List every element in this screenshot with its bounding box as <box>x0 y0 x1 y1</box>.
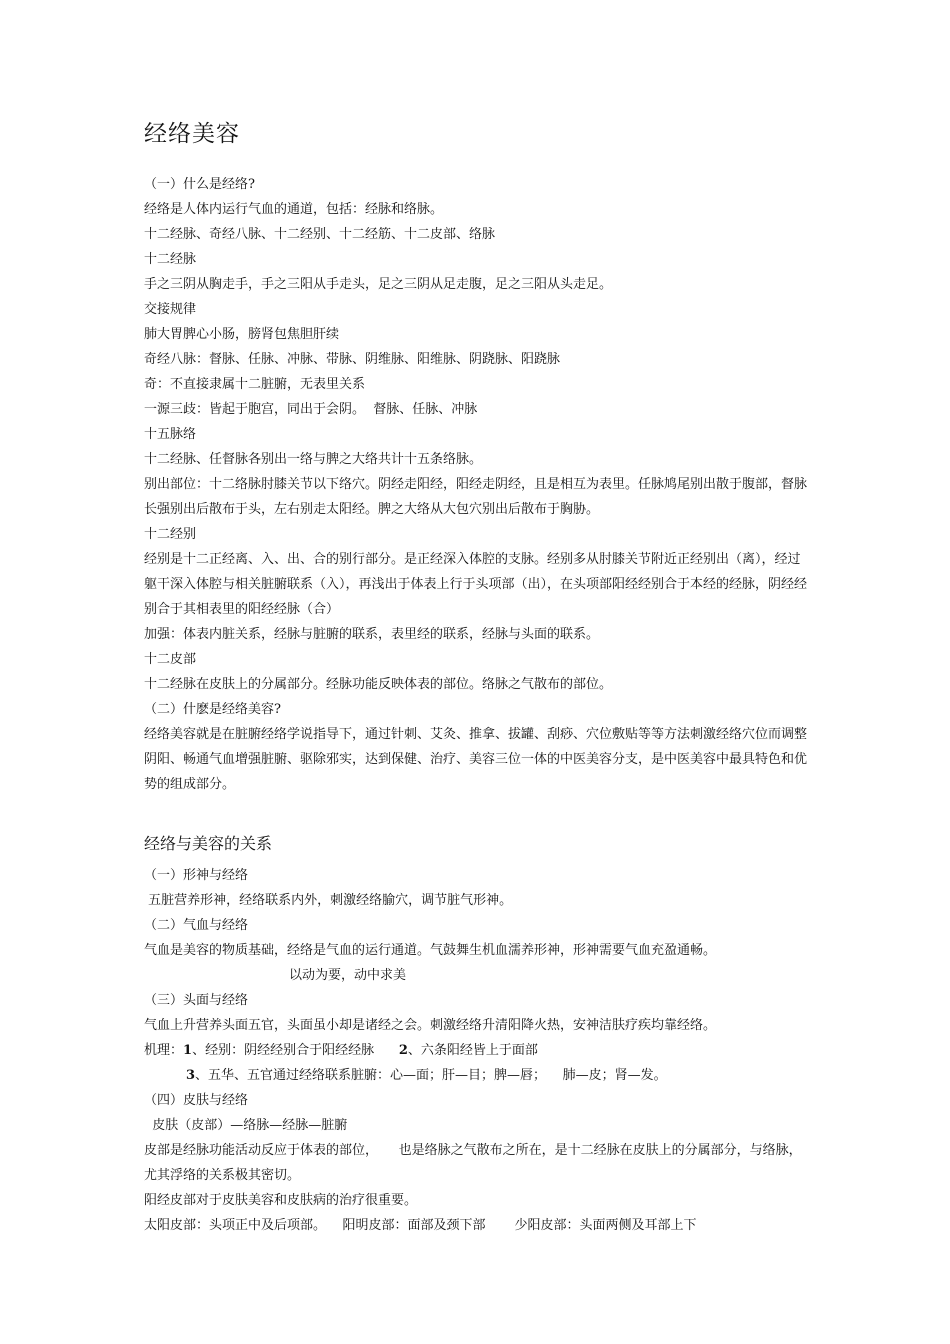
text-line: （一）什么是经络? <box>144 177 255 192</box>
number-span: 3 <box>186 1068 196 1083</box>
text-paragraph: 别出部位：十二络脉肘膝关节以下络穴。阴经走阳经，阳经走阴经，且是相互为表里。任脉鸠尾别出散于腹部，督脉长强别出后散布于头，左右别走太阳经。脾之大络从大包穴别出后散布于胸胁。 <box>144 477 808 517</box>
text-line: 肺大胃脾心小肠，膀肾包焦胆肝续 <box>144 327 340 342</box>
text-span: 、五华、五官通过经络联系脏腑：心—面；肝—目；脾—唇； 肺—皮；肾—发。 <box>195 1068 667 1083</box>
text-line: 奇：不直接隶属十二脏腑，无表里关系 <box>144 377 366 392</box>
text-paragraph: 皮部是经脉功能活动反应于体表的部位， 也是络脉之气散布之所在，是十二经脉在皮肤上的分属部分，与络脉，尤其浮络的关系极其密切。 <box>144 1143 802 1183</box>
text-line: 气血是美容的物质基础，经络是气血的运行通道。气鼓舞生机血濡养形神，形神需要气血充盈通畅。 <box>144 943 717 958</box>
text-line: 经络是人体内运行气血的通道，包括：经脉和络脉。 <box>144 202 444 217</box>
text-line: 太阳皮部：头项正中及后项部。 阳明皮部：面部及颈下部 少阳皮部：头面两侧及耳部上下 <box>144 1218 697 1233</box>
text-line: （二）什麽是经络美容? <box>144 702 281 717</box>
text-line: 五脏营养形神，经络联系内外，刺激经络腧穴，调节脏气形神。 <box>144 893 513 908</box>
number-span: 2 <box>398 1043 408 1058</box>
section-heading: 经络与美容的关系 <box>144 834 273 853</box>
text-line: （三）头面与经络 <box>144 993 249 1008</box>
text-line: 十二经别 <box>144 527 197 542</box>
section-meridian-beauty-relation <box>144 863 812 1238</box>
text-line: 十二经脉在皮肤上的分属部分。经脉功能反映体表的部位。络脉之气散布的部位。 <box>144 677 613 692</box>
text-line: 一源三歧：皆起于胞宫，同出于会阴。 督脉、任脉、冲脉 <box>144 402 478 417</box>
text-line: （一）形神与经络 <box>144 868 249 883</box>
text-paragraph: 经络美容就是在脏腑经络学说指导下，通过针刺、艾灸、推拿、拔罐、刮痧、穴位敷贴等等方法刺激经络穴位而调整阴阳、畅通气血增强脏腑、驱除邪实，达到保健、治疗、美容三位一体的中医美容分支，是中医美容中最具特色和优势的组成部分。 <box>144 727 808 792</box>
text-line: 阳经皮部对于皮肤美容和皮肤病的治疗很重要。 <box>144 1193 418 1208</box>
text-line: （二）气血与经络 <box>144 918 249 933</box>
text-span: 、六条阳经皆上于面部 <box>407 1043 538 1058</box>
mechanism-line <box>144 1063 812 1088</box>
text-line: 皮肤（皮部）—络脉—经脉—脏腑 <box>144 1118 348 1133</box>
page-title: 经络美容 <box>144 121 240 147</box>
text-line: 以动为要，动中求美 <box>289 968 407 983</box>
text-line: 十五脉络 <box>144 427 197 442</box>
text-line: 交接规律 <box>144 302 197 317</box>
text-line: 手之三阴从胸走手，手之三阳从手走头，足之三阴从足走腹，足之三阳从头走足。 <box>144 277 613 292</box>
text-line: 十二经脉、任督脉各别出一络与脾之大络共计十五条络脉。 <box>144 452 483 467</box>
text-span: 机理： <box>144 1043 184 1058</box>
text-line: （四）皮肤与经络 <box>144 1093 249 1108</box>
text-line: 十二经脉、奇经八脉、十二经别、十二经筋、十二皮部、络脉 <box>144 227 496 242</box>
document-body <box>144 118 812 1238</box>
text-span: 、经别：阴经经别合于阳经经脉 <box>192 1043 399 1058</box>
text-line: 加强：体表内脏关系，经脉与脏腑的联系，表里经的联系，经脉与头面的联系。 <box>144 627 600 642</box>
mechanism-line <box>144 1038 812 1063</box>
text-line: 奇经八脉：督脉、任脉、冲脉、带脉、阴维脉、阳维脉、阴跷脉、阳跷脉 <box>144 352 561 367</box>
text-line: 十二皮部 <box>144 652 197 667</box>
text-line: 十二经脉 <box>144 252 197 267</box>
number-span: 1 <box>183 1043 193 1058</box>
text-paragraph: 经别是十二正经离、入、出、合的别行部分。是正经深入体腔的支脉。经别多从肘膝关节附近正经别出（离），经过躯干深入体腔与相关脏腑联系（入），再浅出于体表上行于头项部（出），在头项部阳经经别合于本经的经脉，阴经经别合于其相表里的阳经经脉（合） <box>144 552 808 617</box>
section-what-is-meridian <box>144 172 812 797</box>
text-line: 气血上升营养头面五官，头面虽小却是诸经之会。刺激经络升清阳降火热，安神洁肤疗疾均靠经络。 <box>144 1018 717 1033</box>
